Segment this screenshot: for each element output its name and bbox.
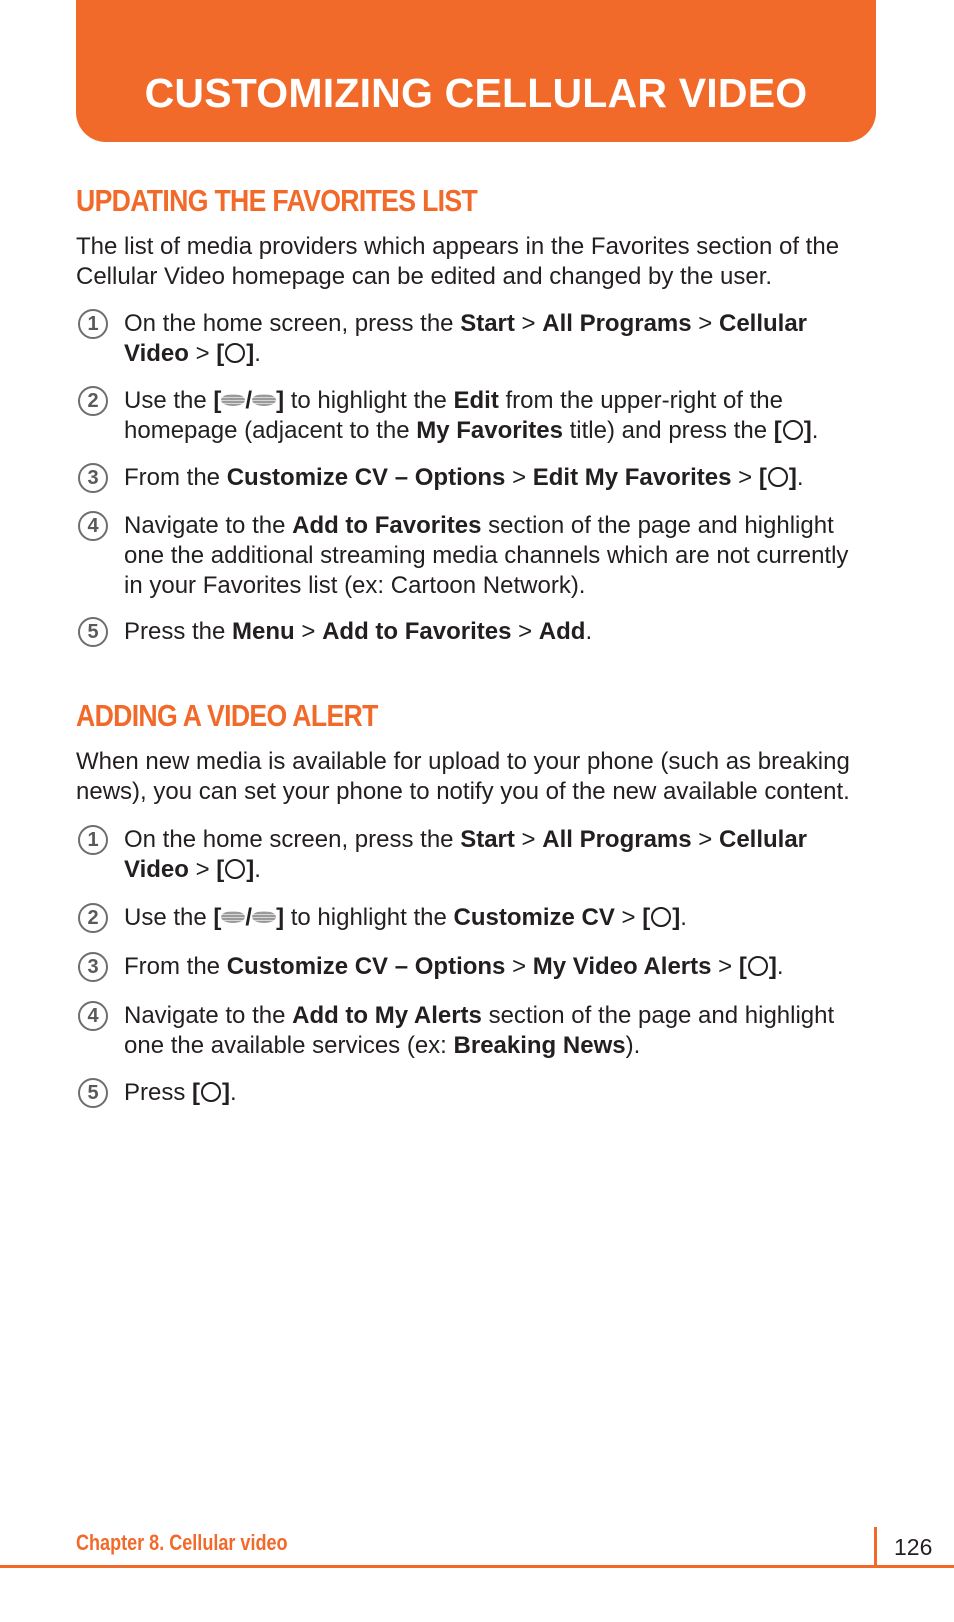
step-item (76, 1001, 906, 1059)
step-number: 2 (78, 386, 108, 416)
ok-key-icon (748, 956, 768, 976)
ok-key-icon (783, 420, 803, 440)
nav-down-key-icon (252, 394, 276, 406)
step-text: From the Customize CV – Options > Edit My Favorites > [ ]. (124, 464, 804, 491)
section-intro-favorites: The list of media providers which appears in the Favorites section of the Cellular Video homepage can be edited and changed by the user. (76, 233, 840, 290)
step-item (76, 825, 906, 883)
step-number: 3 (78, 463, 108, 493)
step-number: 1 (78, 825, 108, 855)
step-number: 5 (78, 617, 108, 647)
footer-rule (0, 1565, 954, 1568)
footer-chapter: Chapter 8. Cellular video (76, 1530, 288, 1555)
step-item (76, 952, 906, 982)
section-heading-video-alert: ADDING A VIDEO ALERT (76, 698, 378, 733)
step-text: From the Customize CV – Options > My Video Alerts > [ ]. (124, 953, 784, 980)
step-number: 2 (78, 903, 108, 933)
step-number: 5 (78, 1078, 108, 1108)
nav-up-key-icon (221, 394, 245, 406)
step-number: 1 (78, 309, 108, 339)
step-text: Use the [ / ] to highlight the Edit from the upper-right of the homepage (adjacent to the My Favorites title) and press the [ ]. (124, 387, 819, 444)
step-text: Navigate to the Add to My Alerts section of the page and highlight one the available services (ex: Breaking News). (124, 1002, 835, 1059)
step-text: Use the [ / ] to highlight the Customize CV > [ ]. (124, 904, 687, 931)
step-item (76, 617, 906, 647)
step-item (76, 463, 906, 493)
step-item (76, 309, 906, 367)
step-text: On the home screen, press the Start > All Programs > Cellular Video > [ ]. (124, 310, 808, 367)
step-text: Press [ ]. (124, 1079, 237, 1106)
step-text: Press the Menu > Add to Favorites > Add. (124, 618, 593, 645)
page-number: 126 (894, 1534, 933, 1560)
ok-key-icon (768, 467, 788, 487)
ok-key-icon (651, 907, 671, 927)
step-item (76, 903, 906, 933)
page-title: CUSTOMIZING CELLULAR VIDEO (144, 70, 808, 116)
step-text: On the home screen, press the Start > All Programs > Cellular Video > [ ]. (124, 826, 808, 883)
nav-down-key-icon (252, 911, 276, 923)
step-number: 4 (78, 1001, 108, 1031)
ok-key-icon (201, 1082, 221, 1102)
chapter-banner (76, 0, 876, 142)
step-number: 3 (78, 952, 108, 982)
step-text: Navigate to the Add to Favorites section of the page and highlight one the additional streaming media channels which are not currently in your Favorites list (ex: Cartoon Network). (124, 512, 849, 599)
step-number: 4 (78, 511, 108, 541)
section-intro-video-alert: When new media is available for upload to your phone (such as breaking news), you can set your phone to notify you of the new available content. (76, 748, 850, 805)
footer-divider (874, 1527, 877, 1565)
ok-key-icon (225, 859, 245, 879)
section-heading-favorites: UPDATING THE FAVORITES LIST (76, 183, 478, 218)
step-item (76, 1078, 906, 1108)
step-item (76, 511, 906, 599)
ok-key-icon (225, 343, 245, 363)
step-item (76, 386, 906, 444)
nav-up-key-icon (221, 911, 245, 923)
